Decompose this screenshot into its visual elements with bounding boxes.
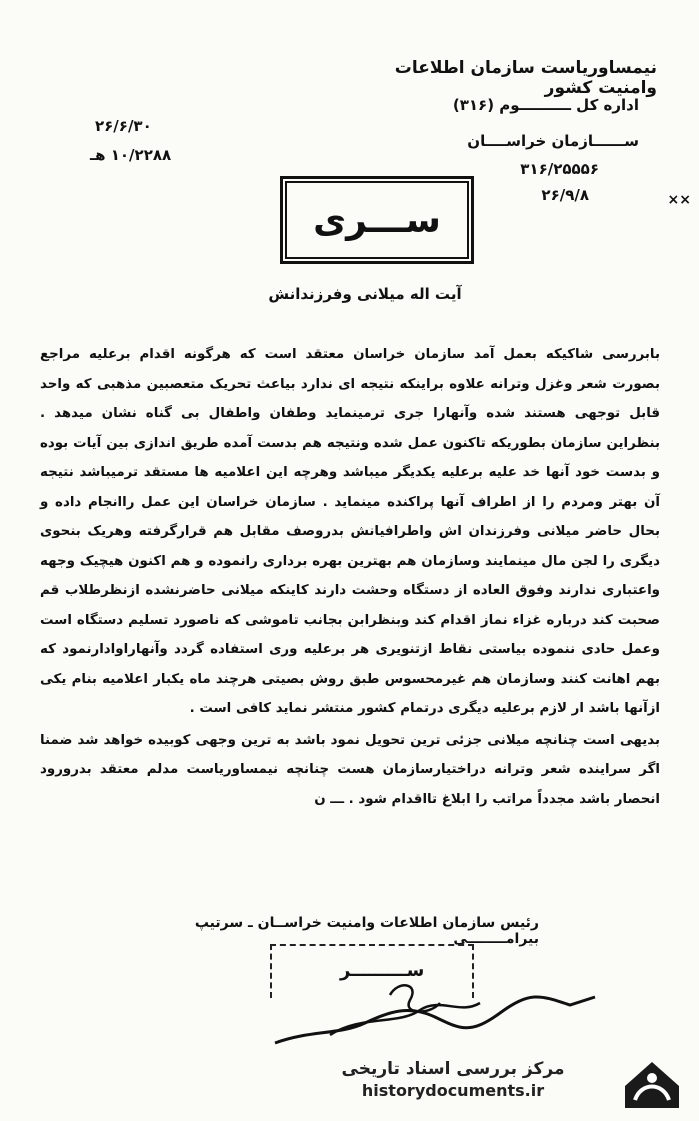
watermark-title: مرکز بررسی اسناد تاریخی <box>341 1059 565 1079</box>
watermark <box>303 1059 603 1100</box>
handwritten-initial: ســـــــــر <box>340 960 425 981</box>
watermark-url: historydocuments.ir <box>361 1081 545 1100</box>
handwritten-signature <box>270 975 600 1050</box>
reference-number: ۳۱۶/۲۵۵۵۶ <box>520 160 599 178</box>
branch-line: ســــــازمان خراســــان <box>467 132 639 150</box>
reference-date: ۲۶/۹/۸ <box>541 186 589 204</box>
signature-line: رئیس سازمان اطلاعات وامنیت خراســان ـ سرتیپ بیرامــــــــی <box>194 915 539 947</box>
cross-mark: ×× <box>667 192 691 208</box>
secret-stamp <box>280 176 474 264</box>
organization-header: نیمساوریاست سازمان اطلاعات وامنیت کشور <box>394 58 657 98</box>
secret-stamp-label: ســـرى <box>313 199 441 241</box>
salutation: آیت اله میلانی وفرزندانش <box>268 285 462 303</box>
archive-logo-icon <box>617 1056 687 1114</box>
body-paragraph: بابررسی شاکیکه بعمل آمد سازمان خراسان معتقد است که هرگونه اقدام برعلیه مراجع بصورت شعر وغزل وترانه علاوه براینکه نتیجه ای ندارد بیاعث تحریک متعصبین مذهبی که واحد قابل توجهی هستند شده وآنهارا جری ترمینماید وطفان واطفال بی گناه نشان میدهد . بنظراین سازمان بطوریکه تاکنون عمل شده ونتیجه هم بدست آمده طریق اندازی بین آیات بوده و بدست خود آنها خد علیه برعلیه یکدیگر میباشد وهرچه این اعلامیه ها مستقد ترمیباشد نتیجه آن بهتر ومردم را از اطراف آنها پراکنده مینماید . سازمان خراسان این عمل راانجام داده و بحال حاضر میلانی وفرزندان اش واطرافیانش بدروصف مقابل هم قرارگرفته وهریک بنحوی دیگری را لجن مال مینمایند وسازمان هم بهترین بهره برداری رانموده و هم اکنون هیچیک وجهه واعتباری ندارند وفوق العاده از دستگاه وحشت دارند کاینکه میلانی حاضرنشده ازنظرطلاب قم صحبت کند درباره غزاء نماز اقدام کند وبنظرابن بجانب تاموشی که ناصورد تسلیم دستگاه است وعمل حادی ننموده بیاستی نقاط ازتنویری هر برعلیه وری استفاده گردد وآنهاراوادارنمود که بهم اهانت کنند وسازمان هم غیرمحسوس طبق روش بصیتی هرچند ماه یکبار اعلامیه بنام یکی ازآنها باشد ار لازم برعلیه دیگری درتمام کشور منتشر نماید کافی است . <box>40 347 660 716</box>
letter-body <box>40 340 660 816</box>
body-paragraph: بدیهی است چنانچه میلانی جزئی ترین تحویل نمود باشد به ترین وجهی کوبیده خواهد شد ضمنا اگر سراینده شعر وترانه دراختیارسازمان هست چنانچه نیمساوریاست مدلم معتقد بدرورود انحصار باشد مجدداً مراتب را ابلاغ تااقدام شود . ـــ ن <box>40 732 660 807</box>
office-line: اداره کل ــــــــــوم (۳۱۶) <box>452 96 639 114</box>
left-date: ۲۶/۶/۳۰ <box>95 117 152 135</box>
left-number: ۱۰/۲۲۸۸ هـ <box>90 146 172 164</box>
